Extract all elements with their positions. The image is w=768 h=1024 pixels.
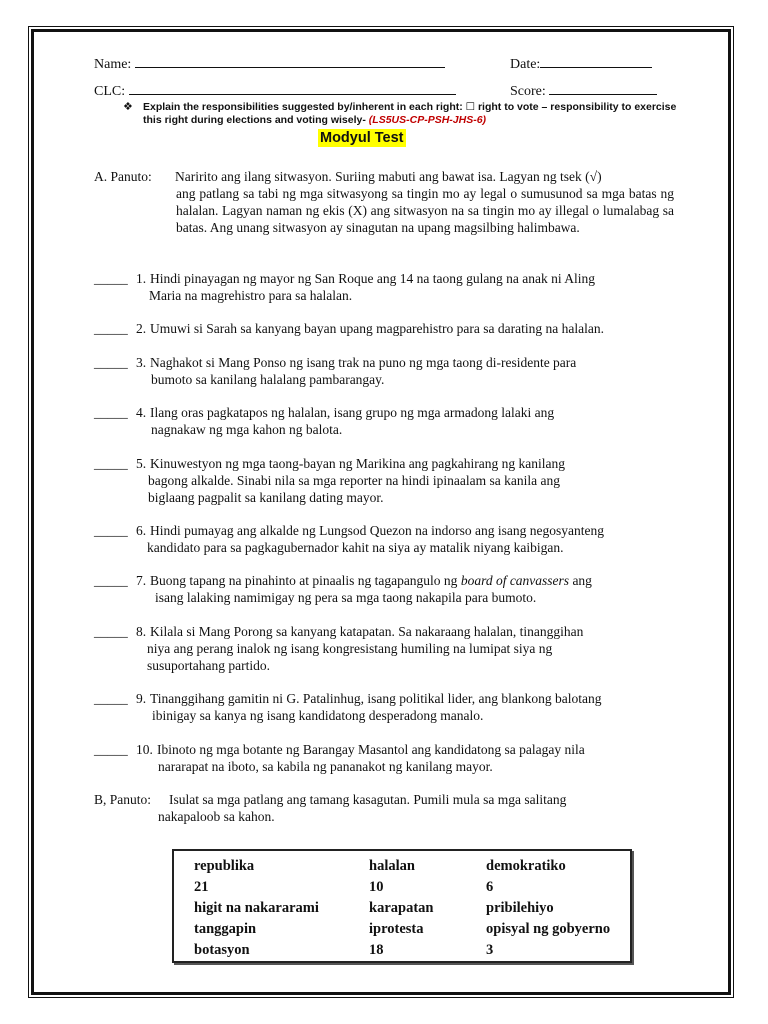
clc-field[interactable]: [94, 80, 456, 100]
item-continuation: isang lalaking namimigay ng pera sa mga taong nakapila para bumoto.: [155, 590, 537, 605]
name-label: Name:: [94, 57, 132, 72]
word-cell: 3: [486, 942, 494, 958]
word-cell: iprotesta: [369, 921, 424, 937]
word-cell: 10: [369, 879, 384, 895]
item-continuation: kandidato para sa pagkagubernador kahit na siya ay matalik niyang kaibigan.: [147, 540, 564, 555]
word-cell: 21: [194, 879, 209, 895]
section-a-body: ang patlang sa tabi ng mga sitwasyong sa tingin mo ay legal o sumusunod sa mga batas ng halalan. Lagyan naman ng ekis (X) ang sitwasyon na sa tingin mo ay illegal o lumalabag sa batas. Ang unang sitwasyon ay sinagutan na upang magsilbing halimbawa.: [176, 186, 674, 235]
name-line[interactable]: [135, 53, 445, 68]
answer-blank[interactable]: _____: [94, 355, 128, 370]
item-continuation: nararapat na iboto, sa kabila ng pananakot ng kanilang mayor.: [158, 759, 493, 774]
item-text: Umuwi si Sarah sa kanyang bayan upang magparehistro para sa darating na halalan.: [150, 321, 604, 336]
item-continuation: nagnakaw ng mga kahon ng balota.: [151, 422, 343, 437]
item-continuation: biglaang pagpalit sa kanilang dating mayor.: [148, 490, 384, 505]
word-cell: republika: [194, 858, 255, 874]
word-bank-table: [194, 856, 610, 961]
item-number: 10.: [136, 742, 153, 757]
word-cell: botasyon: [194, 942, 250, 958]
answer-blank[interactable]: _____: [94, 742, 128, 757]
item-text: Hindi pumayag ang alkalde ng Lungsod Quezon na indorso ang isang negosyanteng: [150, 523, 605, 538]
score-field[interactable]: [510, 80, 657, 100]
score-label: Score:: [510, 84, 546, 99]
item-text: Ilang oras pagkatapos ng halalan, isang grupo ng mga armadong lalaki ang: [150, 405, 555, 420]
objective-text: Explain the responsibilities suggested by/inherent in each right: ☐ right to vote – responsibility to exercise this right during elections and voting wisely-: [143, 101, 677, 126]
item-continuation: Maria na magrehistro para sa halalan.: [149, 288, 353, 303]
item-text: Kilala si Mang Porong sa kanyang katapatan. Sa nakaraang halalan, tinanggihan: [150, 624, 584, 639]
clc-label: CLC:: [94, 84, 126, 99]
section-b-head: B, Panuto:: [94, 792, 152, 807]
section-b-first-line: Isulat sa mga patlang ang tamang kasagutan. Pumili mula sa mga salitang: [169, 792, 567, 807]
item-number: 6.: [136, 523, 147, 538]
item-text: Tinanggihang gamitin ni G. Patalinhug, isang politikal lider, ang blankong balotang: [150, 691, 602, 706]
word-cell: karapatan: [369, 900, 434, 916]
answer-blank[interactable]: _____: [94, 456, 128, 471]
table-row: [194, 856, 610, 877]
item-text: Hindi pinayagan ng mayor ng San Roque ang 14 na taong gulang na anak ni Aling: [150, 271, 596, 286]
competency-code: (LS5US-CP-PSH-JHS-6): [368, 114, 487, 126]
answer-blank[interactable]: _____: [94, 691, 128, 706]
score-line[interactable]: [549, 80, 657, 95]
answer-blank[interactable]: _____: [94, 523, 128, 538]
item-text-part: Buong tapang na pinahinto at pinaalis ng tagapangulo ng: [150, 573, 461, 588]
learning-objective: [123, 101, 683, 127]
section-a-first-line: Naririto ang ilang sitwasyon. Suriing mabuti ang bawat isa. Lagyan ng tsek (√): [175, 169, 602, 184]
table-row: [194, 898, 610, 919]
word-cell: tanggapin: [194, 921, 257, 937]
word-cell: pribilehiyo: [486, 900, 554, 916]
word-bank-box: [172, 849, 632, 963]
item-continuation: ibinigay sa kanya ng isang kandidatong desperadong manalo.: [152, 708, 484, 723]
answer-blank[interactable]: _____: [94, 624, 128, 639]
item-text: [150, 572, 592, 589]
answer-blank[interactable]: _____: [94, 271, 128, 286]
item-text: Kinuwestyon ng mga taong-bayan ng Marikina ang pagkahirang ng kanilang: [150, 456, 566, 471]
item-continuation: bagong alkalde. Sinabi nila sa mga reporter na hindi ipinaalam sa kanila ang: [148, 473, 560, 488]
word-cell: 18: [369, 942, 384, 958]
item-text: Ibinoto ng mga botante ng Barangay Masantol ang kandidatong sa palagay nila: [157, 742, 585, 757]
answer-blank[interactable]: _____: [94, 573, 128, 588]
item-number: 9.: [136, 691, 147, 706]
item-number: 2.: [136, 321, 147, 336]
table-row: [194, 940, 610, 961]
name-field[interactable]: [94, 53, 445, 73]
item-number: 3.: [136, 355, 147, 370]
item-text-emphasis: board of canvassers: [460, 573, 570, 588]
table-row: [194, 877, 610, 898]
item-text-part: ang: [569, 573, 592, 588]
answer-blank[interactable]: _____: [94, 321, 128, 336]
section-a-instructions: [94, 168, 674, 258]
word-cell: halalan: [369, 858, 415, 874]
date-line[interactable]: [540, 53, 652, 68]
item-text: Naghakot si Mang Ponso ng isang trak na puno ng mga taong di-residente para: [150, 355, 577, 370]
word-cell: 6: [486, 879, 494, 895]
section-b-continuation: nakapaloob sa kahon.: [158, 809, 275, 824]
page-title: Modyul Test: [320, 130, 404, 146]
item-continuation: bumoto sa kanilang halalang pambarangay.: [151, 372, 385, 387]
item-number: 5.: [136, 456, 147, 471]
date-label: Date:: [510, 57, 541, 72]
item-number: 7.: [136, 573, 147, 588]
item-number: 4.: [136, 405, 147, 420]
word-cell: opisyal ng gobyerno: [486, 921, 611, 937]
section-b-instructions: [94, 791, 674, 825]
item-number: 8.: [136, 624, 147, 639]
word-cell: demokratiko: [486, 858, 566, 874]
item-continuation: niya ang perang inalok ng isang kongresistang humiling na lumipat siya ng: [147, 641, 553, 656]
word-cell: higit na nakararami: [194, 900, 319, 916]
diamond-bullet-icon: ❖: [123, 101, 133, 113]
answer-blank[interactable]: _____: [94, 405, 128, 420]
clc-line[interactable]: [129, 80, 456, 95]
item-number: 1.: [136, 271, 147, 286]
section-a-head: A. Panuto:: [94, 169, 152, 184]
table-row: [194, 919, 610, 940]
item-continuation: susuportahang partido.: [147, 658, 270, 673]
date-field[interactable]: [510, 53, 652, 73]
